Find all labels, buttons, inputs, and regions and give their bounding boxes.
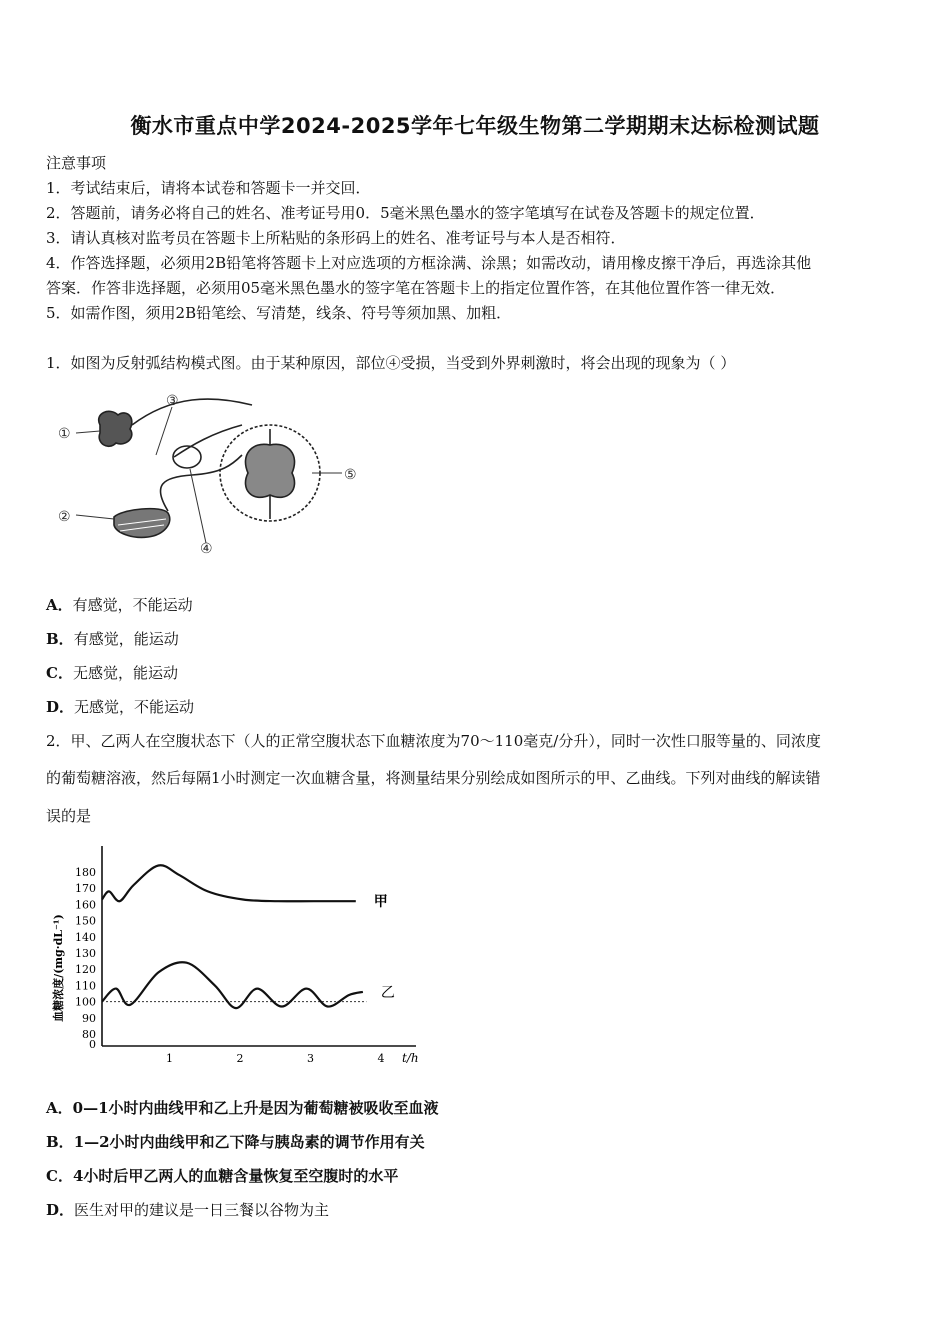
page-title: 衡水市重点中学2024-2025学年七年级生物第二学期期末达标检测试题 (130, 114, 820, 138)
label-5: ⑤ (344, 467, 357, 483)
notice-item-5: 5．如需作图，须用2B铅笔绘、写清楚，线条、符号等须加黑、加粗． (46, 304, 512, 322)
option-text: 0—1小时内曲线甲和乙上升是因为葡萄糖被吸收至血液 (72, 1099, 439, 1117)
y-tick-label: 150 (75, 914, 96, 928)
notice-item-1: 1．考试结束后，请将本试卷和答题卡一并交回． (46, 179, 371, 197)
reflex-arc-figure (52, 385, 372, 559)
option-text: 有感觉，不能运动 (72, 596, 193, 614)
q1-stem: 1．如图为反射弧结构模式图。由于某种原因，部位④受损，当受到外界刺激时，将会出现的现象为（ ） (46, 354, 736, 372)
label-4: ④ (200, 541, 213, 555)
option-letter: B． (46, 1133, 74, 1151)
notice-item-3: 3．请认真核对监考员在答题卡上所粘贴的条形码上的姓名、准考证号与本人是否相符． (46, 229, 626, 247)
notice-item-4: 4．作答选择题，必须用2B铅笔将答题卡上对应选项的方框涂满、涂黑；如需改动，请用橡皮擦干净后，再选涂其他 (46, 254, 812, 272)
y-tick-label: 130 (75, 947, 96, 960)
q2-option-b[interactable] (46, 1131, 425, 1152)
label-2: ② (58, 509, 71, 525)
q2-stem-line-1: 2．甲、乙两人在空腹状态下（人的正常空腹状态下血糖浓度为70～110毫克/分升），同时一次性口服等量的、同浓度 (46, 732, 821, 750)
option-letter: C． (46, 664, 73, 682)
y-tick-label: 180 (75, 866, 96, 879)
notice-item-2: 2．答题前，请务必将自己的姓名、准考证号用0．5毫米黑色墨水的签字笔填写在试卷及答题卡的规定位置． (46, 204, 765, 222)
y-tick-label: 110 (75, 979, 96, 993)
y-axis-label: 血糖浓度/(mg·dL⁻¹) (52, 914, 65, 1022)
notice-heading: 注意事项 (46, 154, 107, 172)
option-text: 无感觉，不能运动 (74, 698, 195, 716)
afferent-nerve (132, 399, 252, 425)
glucose-chart (44, 838, 424, 1072)
option-text: 有感觉，能运动 (73, 630, 179, 648)
label-3: ③ (166, 393, 179, 409)
q2-option-a[interactable] (46, 1097, 439, 1118)
x-axis-label: t/h (402, 1051, 419, 1065)
y-tick-label: 90 (82, 1011, 96, 1025)
q1-option-c[interactable] (46, 662, 178, 683)
option-text: 1—2小时内曲线甲和乙下降与胰岛素的调节作用有关 (73, 1133, 425, 1151)
x-tick-label: 3 (307, 1052, 314, 1065)
y-tick-label: 0 (89, 1038, 96, 1051)
q1-option-b[interactable] (46, 628, 179, 649)
y-tick-label: 100 (75, 995, 96, 1009)
x-tick-label: 2 (236, 1052, 244, 1065)
option-text: 医生对甲的建议是一日三餐以谷物为主 (74, 1201, 330, 1219)
gray-matter (245, 444, 294, 497)
effector-shape (114, 509, 170, 538)
option-letter: A． (46, 596, 73, 614)
y-tick-label: 80 (82, 1028, 96, 1041)
series-label-jia: 甲 (373, 894, 388, 911)
q2-stem-line-3: 误的是 (46, 807, 92, 825)
option-text: 4小时后甲乙两人的血糖含量恢复至空腹时的水平 (72, 1167, 399, 1185)
option-letter: A． (46, 1099, 73, 1117)
q2-option-c[interactable] (46, 1165, 398, 1186)
y-tick-label: 170 (75, 882, 96, 896)
receptor-shape (99, 411, 132, 446)
x-tick-label: 1 (166, 1052, 173, 1065)
notice-item-4-cont: 答案．作答非选择题，必须用05毫米黑色墨水的签字笔在答题卡上的指定位置作答，在其他位置作答一律无效． (46, 279, 786, 297)
option-letter: B． (46, 630, 74, 648)
y-tick-label: 140 (75, 930, 96, 944)
series-line-jia (102, 865, 356, 901)
option-text: 无感觉，能运动 (72, 664, 178, 682)
label-1: ① (58, 426, 71, 442)
option-letter: D． (46, 698, 75, 716)
y-tick-label: 160 (75, 898, 96, 912)
q2-stem-line-2: 的葡萄糖溶液，然后每隔1小时测定一次血糖含量，将测量结果分别绘成如图所示的甲、乙曲线。下列对曲线的解读错 (46, 769, 821, 787)
q1-option-a[interactable] (46, 594, 193, 615)
y-tick-label: 120 (75, 963, 96, 977)
q2-option-d[interactable] (46, 1199, 329, 1220)
series-label-yi: 乙 (380, 984, 395, 1001)
x-tick-label: 4 (377, 1052, 385, 1065)
q1-option-d[interactable] (46, 696, 194, 717)
option-letter: C． (46, 1167, 73, 1185)
option-letter: D． (46, 1201, 75, 1219)
